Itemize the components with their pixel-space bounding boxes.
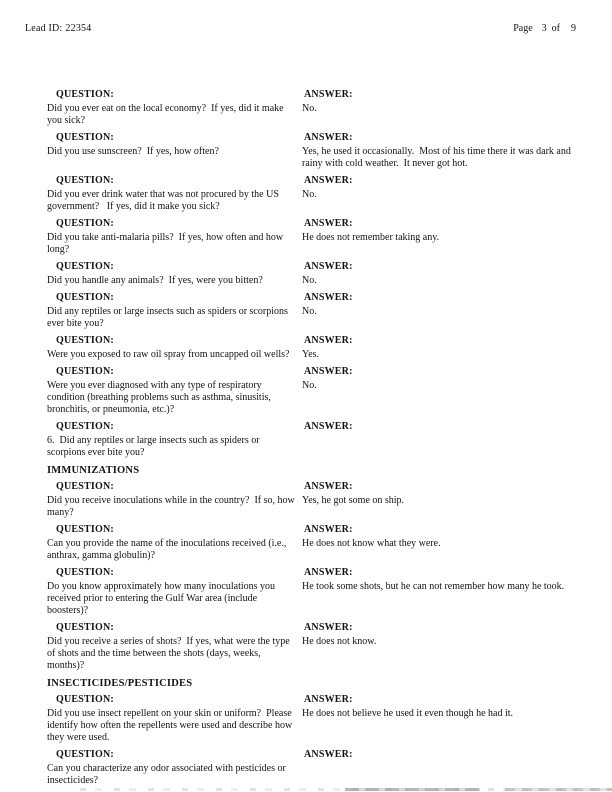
question-label: QUESTION: (56, 694, 114, 705)
qa-row (47, 694, 575, 744)
scan-noise-dark-segment (505, 788, 612, 791)
answer-text: He does not know. (302, 636, 377, 647)
answer-label: ANSWER: (304, 132, 353, 143)
page-of: of (551, 23, 560, 34)
document-body (47, 89, 575, 792)
answer-text: Yes, he used it occasionally. Most of his time there it was dark and rainy with cold weather. It never got hot. (302, 146, 574, 169)
question-column (47, 89, 302, 127)
answer-column (302, 749, 575, 787)
question-text: Were you ever diagnosed with any type of respiratory condition (breathing problems such as asthma, sinusitis, bronchitis, or pneumonia, etc.)? (47, 380, 274, 415)
answer-label: ANSWER: (304, 694, 353, 705)
answer-label: ANSWER: (304, 749, 353, 760)
answer-column (302, 335, 575, 361)
question-column (47, 749, 302, 787)
question-column (47, 694, 302, 744)
question-label: QUESTION: (56, 292, 114, 303)
question-column (47, 421, 302, 459)
question-text: 6. Did any reptiles or large insects such as spiders or scorpions ever bite you? (47, 435, 263, 458)
question-label: QUESTION: (56, 749, 114, 760)
page-header (25, 23, 576, 35)
answer-label: ANSWER: (304, 567, 353, 578)
answer-column (302, 421, 575, 459)
answer-label: ANSWER: (304, 481, 353, 492)
question-column (47, 292, 302, 330)
answer-column (302, 622, 575, 672)
question-column (47, 218, 302, 256)
page-word: Page (513, 23, 533, 34)
answer-text: He does not believe he used it even though he had it. (302, 708, 514, 719)
page-current: 3 (541, 23, 547, 34)
answer-text: He took some shots, but he can not remember how many he took. (302, 581, 565, 592)
question-label: QUESTION: (56, 366, 114, 377)
answer-label: ANSWER: (304, 175, 353, 186)
answer-label: ANSWER: (304, 421, 353, 432)
question-label: QUESTION: (56, 567, 114, 578)
answer-column (302, 261, 575, 287)
qa-row (47, 622, 575, 672)
question-column (47, 175, 302, 213)
question-text: Can you provide the name of the inoculations received (i.e., anthrax, gamma globulin)? (47, 538, 289, 561)
question-text: Did you ever eat on the local economy? If yes, did it make you sick? (47, 103, 287, 126)
qa-row (47, 292, 575, 330)
lead-id-label: Lead ID: (25, 23, 63, 34)
answer-column (302, 694, 575, 744)
answer-column (302, 132, 575, 170)
question-text: Did you use sunscreen? If yes, how often? (47, 146, 219, 157)
question-text: Can you characterize any odor associated with pesticides or insecticides? (47, 763, 289, 786)
qa-row (47, 567, 575, 617)
question-text: Do you know approximately how many inoculations you received prior to entering the Gulf War area (include boosters)? (47, 581, 278, 616)
qa-row (47, 421, 575, 459)
lead-id (25, 23, 91, 35)
question-column (47, 481, 302, 519)
answer-text: Yes. (302, 349, 320, 360)
qa-row (47, 132, 575, 170)
qa-row (47, 89, 575, 127)
answer-text: No. (302, 380, 317, 391)
scan-noise-strip (80, 788, 612, 791)
qa-row (47, 261, 575, 287)
question-label: QUESTION: (56, 481, 114, 492)
answer-text: Yes, he got some on ship. (302, 495, 405, 506)
question-text: Did you receive a series of shots? If yes, what were the type of shots and the time between the shots (days, weeks, months)? (47, 636, 293, 671)
qa-row (47, 218, 575, 256)
question-text: Were you exposed to raw oil spray from uncapped oil wells? (47, 349, 290, 360)
answer-column (302, 481, 575, 519)
question-label: QUESTION: (56, 218, 114, 229)
answer-column (302, 524, 575, 562)
question-column (47, 261, 302, 287)
question-label: QUESTION: (56, 421, 114, 432)
question-label: QUESTION: (56, 261, 114, 272)
question-label: QUESTION: (56, 175, 114, 186)
question-label: QUESTION: (56, 335, 114, 346)
qa-row (47, 366, 575, 416)
answer-label: ANSWER: (304, 292, 353, 303)
qa-row (47, 524, 575, 562)
question-column (47, 567, 302, 617)
page-total: 9 (571, 23, 576, 34)
answer-column (302, 89, 575, 127)
qa-row (47, 749, 575, 787)
answer-label: ANSWER: (304, 524, 353, 535)
qa-row (47, 481, 575, 519)
answer-column (302, 567, 575, 617)
answer-label: ANSWER: (304, 335, 353, 346)
question-text: Did you take anti-malaria pills? If yes, how often and how long? (47, 232, 286, 255)
answer-column (302, 366, 575, 416)
answer-text: He does not remember taking any. (302, 232, 440, 243)
answer-label: ANSWER: (304, 366, 353, 377)
question-column (47, 366, 302, 416)
question-label: QUESTION: (56, 132, 114, 143)
question-text: Did you ever drink water that was not procured by the US government? If yes, did it make you sick? (47, 189, 282, 212)
question-text: Did you use insect repellent on your skin or uniform? Please identify how often the repellents were used and describe how they were used. (47, 708, 295, 743)
answer-label: ANSWER: (304, 622, 353, 633)
question-column (47, 335, 302, 361)
qa-row (47, 175, 575, 213)
answer-text: No. (302, 275, 317, 286)
question-column (47, 132, 302, 170)
answer-label: ANSWER: (304, 89, 353, 100)
lead-id-value: 22354 (65, 23, 92, 34)
answer-text: He does not know what they were. (302, 538, 441, 549)
answer-column (302, 175, 575, 213)
question-column (47, 524, 302, 562)
answer-label: ANSWER: (304, 261, 353, 272)
answer-text: No. (302, 189, 317, 200)
page-number (513, 23, 576, 35)
answer-text: No. (302, 103, 317, 114)
section-heading: INSECTICIDES/PESTICIDES (47, 678, 193, 689)
answer-column (302, 292, 575, 330)
question-label: QUESTION: (56, 524, 114, 535)
qa-row (47, 335, 575, 361)
question-column (47, 622, 302, 672)
answer-text: No. (302, 306, 317, 317)
answer-label: ANSWER: (304, 218, 353, 229)
question-text: Did you receive inoculations while in the country? If so, how many? (47, 495, 298, 518)
question-label: QUESTION: (56, 622, 114, 633)
question-text: Did any reptiles or large insects such as spiders or scorpions ever bite you? (47, 306, 291, 329)
question-label: QUESTION: (56, 89, 114, 100)
question-text: Did you handle any animals? If yes, were you bitten? (47, 275, 263, 286)
scan-noise-dark-segment (345, 788, 480, 791)
answer-column (302, 218, 575, 256)
section-heading: IMMUNIZATIONS (47, 465, 140, 476)
